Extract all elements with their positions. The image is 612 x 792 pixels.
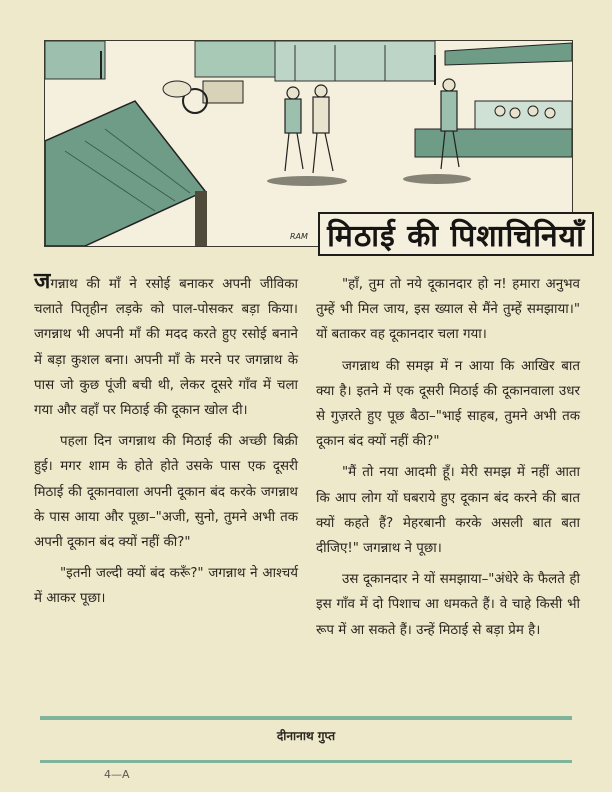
paragraph: उस दूकानदार ने यों समझाया–"अंधेरे के फैलते ही इस गाँव में दो पिशाच आ धमकते हैं। वे चाहे किसी भी रूप में आ सकते हैं। उन्हें मिठाई से बड़ा प्रेम है। bbox=[316, 572, 580, 638]
divider-rule-bottom bbox=[40, 760, 572, 763]
paragraph: "इतनी जल्दी क्यों बंद करूँ?" जगन्नाथ ने आश्चर्य में आकर पूछा। bbox=[34, 566, 298, 607]
story-title-box bbox=[318, 212, 594, 256]
drop-cap: ज bbox=[34, 269, 51, 294]
left-column bbox=[34, 269, 298, 618]
paragraph: "हाँ, तुम तो नये दूकानदार हो न! हमारा अनुभव तुम्हें भी मिल जाय, इस ख्याल से मैंने तुम्हें समझाया।" यों बताकर वह दूकानदार चला गया। bbox=[316, 277, 580, 343]
paragraph: "मैं तो नया आदमी हूँ। मेरी समझ में नहीं आता कि आप लोग यों घबराये हुए दूकान बंद करने की बात क्यों कहते हैं? मेहरबानी करके असली बात बता दीजिए!" जगन्नाथ ने पूछा। bbox=[316, 465, 580, 557]
story-text bbox=[34, 269, 580, 702]
author-credit: दीनानाथ गुप्त bbox=[276, 729, 336, 743]
artist-signature: RAM bbox=[290, 232, 308, 241]
page-number: 4—A bbox=[104, 768, 130, 781]
paragraph: जगन्नाथ की समझ में न आया कि आखिर बात क्या है। इतने में एक दूसरी मिठाई की दूकानवाला उधर से गुज़रते हुए पूछ बैठा–"भाई साहब, तुमने अभी तक दूकान बंद क्यों नहीं की?" bbox=[316, 358, 580, 450]
paragraph: जगन्नाथ की माँ ने रसोई बनाकर अपनी जीविका चलाते पितृहीन लड़के को पाल-पोसकर बड़ा किया। जगन्नाथ भी अपनी माँ की मदद करते हुए रसोई बनाने में बड़ा कुशल बना। अपनी माँ के मरने पर जगन्नाथ के पास जो कुछ पूंजी बची थी, लेकर दूसरे गाँव में चला गया और वहाँ पर मिठाई की दूकान खोल दी। bbox=[34, 269, 298, 419]
divider-rule-top bbox=[40, 716, 572, 720]
story-title: मिठाई की पिशाचिनियाँ bbox=[327, 218, 585, 254]
right-column bbox=[316, 272, 580, 649]
paragraph: पहला दिन जगन्नाथ की मिठाई की अच्छी बिक्री हुई। मगर शाम के होते होते उसके पास एक दूसरी मिठाई की दूकानवाला अपनी दूकान बंद करके जगन्नाथ के पास आया और पूछा–"अजी, सुनो, तुमने अभी तक अपनी दूकान बंद क्यों नहीं की?" bbox=[34, 434, 298, 551]
